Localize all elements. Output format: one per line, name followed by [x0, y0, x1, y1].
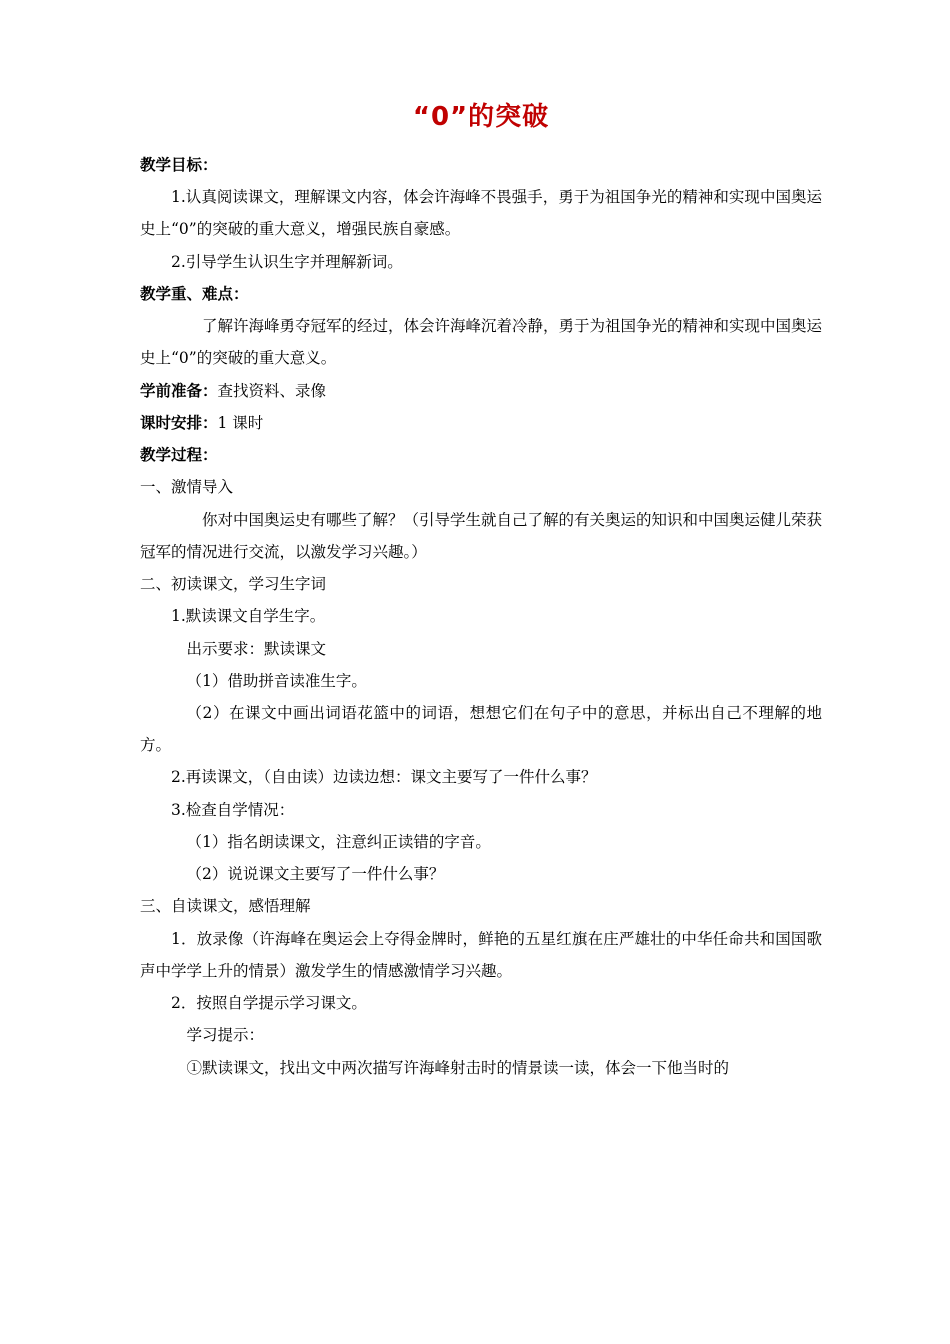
- paragraph-step-two-1: 1.默读课文自学生字。: [171, 607, 326, 626]
- section-heading-key-difficulties: 教学重、难点：: [140, 283, 249, 303]
- paragraph-key-difficulties: 了解许海峰勇夺冠军的经过，体会许海峰沉着冷静，勇于为祖国争光的精神和实现中国奥运史上“0”的突破的重大意义。: [140, 317, 823, 368]
- paragraph-step-two-requirement: 出示要求：默读课文: [186, 639, 327, 658]
- paragraph-step-two-2: 2.再读课文，（自由读）边读边想：课文主要写了一件什么事？: [171, 768, 597, 787]
- section-heading-preparation: [140, 375, 822, 407]
- section-heading-process: 教学过程：: [140, 445, 218, 465]
- paragraph-step-two-item-1: （1）借助拼音读准生字。: [186, 671, 367, 690]
- section-heading-lesson-hours: [140, 407, 822, 439]
- paragraph-step-two-item-2: （2）在课文中画出词语花篮中的词语，想想它们在句子中的意思，并标出自己不理解的地方。: [140, 703, 822, 755]
- page-title: “0”的突破: [412, 102, 550, 132]
- lesson-hours-value: 1 课时: [217, 413, 264, 432]
- step-three-title: 三、自读课文，感悟理解: [140, 897, 311, 916]
- paragraph-objective-2: 2.引导学生认识生字并理解新词。: [171, 252, 403, 271]
- paragraph-step-two-3: 3.检查自学情况：: [171, 800, 295, 819]
- preparation-value: 查找资料、录像: [217, 381, 327, 400]
- paragraph-step-three-2: 2．按照自学提示学习课文。: [171, 994, 367, 1013]
- document-body: [140, 149, 822, 1084]
- paragraph-step-three-1: 1．放录像（许海峰在奥运会上夺得金牌时，鲜艳的五星红旗在庄严雄壮的中华任命共和国国歌声中学学上升的情景）激发学生的情感激情学习兴趣。: [140, 929, 822, 980]
- step-one-title: 一、激情导入: [140, 478, 234, 497]
- paragraph-objective-1: 1.认真阅读课文，理解课文内容，体会许海峰不畏强手，勇于为祖国争光的精神和实现中国奥运史上“0”的突破的重大意义，增强民族自豪感。: [140, 188, 822, 239]
- paragraph-study-tips-label: 学习提示：: [186, 1026, 265, 1045]
- section-heading-objectives: 教学目标：: [140, 155, 218, 174]
- paragraph-step-two-3-item-1: （1）指名朗读课文，注意纠正读错的字音。: [186, 832, 491, 851]
- preparation-label: 学前准备：: [140, 380, 218, 400]
- step-two-title: 二、初读课文，学习生字词: [140, 575, 327, 594]
- lesson-hours-label: 课时安排：: [140, 412, 218, 432]
- paragraph-step-one-body: 你对中国奥运史有哪些了解？（引导学生就自己了解的有关奥运的知识和中国奥运健儿荣获冠军的情况进行交流，以激发学习兴趣。）: [140, 510, 823, 561]
- paragraph-study-tip-1: ①默读课文，找出文中两次描写许海峰射击时的情景读一读，体会一下他当时的: [186, 1058, 730, 1077]
- paragraph-step-two-3-item-2: （2）说说课文主要写了一件什么事？: [186, 865, 445, 884]
